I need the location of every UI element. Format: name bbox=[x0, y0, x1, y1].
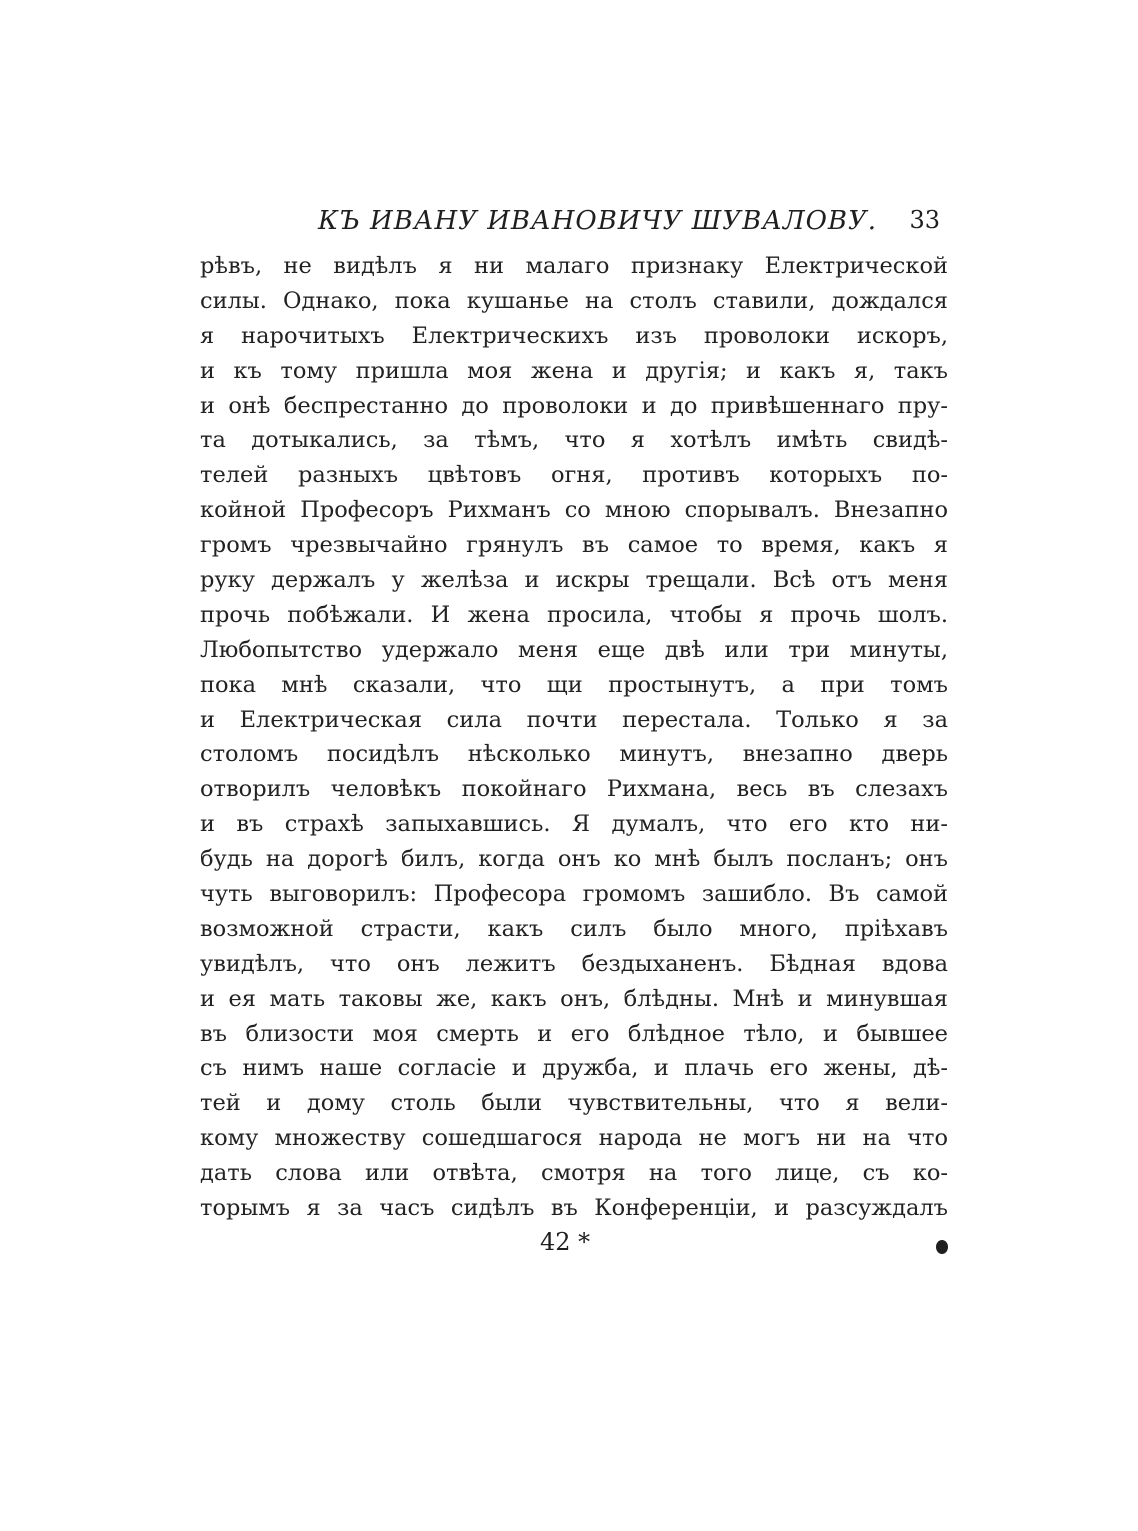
text-line: и къ тому пришла моя жена и другія; и какъ я, такъ bbox=[200, 357, 948, 384]
page-number: 33 bbox=[909, 206, 940, 234]
text-line: чуть выговорилъ: Професора громомъ зашибло. Въ самой bbox=[200, 881, 948, 908]
text-line: громъ чрезвычайно грянулъ въ самое то время, какъ я bbox=[200, 532, 948, 559]
running-title: КЪ ИВАНУ ИВАНОВИЧУ ШУВАЛОВУ. bbox=[318, 206, 878, 236]
text-line: койной Професоръ Рихманъ со мною спорывалъ. Внезапно bbox=[200, 497, 948, 524]
text-line: отворилъ человѣкъ покойнаго Рихмана, весь въ слезахъ bbox=[200, 776, 948, 803]
signature-mark: 42 * bbox=[540, 1228, 591, 1256]
text-line: и въ страхѣ запыхавшись. Я думалъ, что его кто ни- bbox=[200, 811, 948, 838]
text-line: дать слова или отвѣта, смотря на того лице, съ ко- bbox=[200, 1160, 948, 1187]
text-line: и ея мать таковы же, какъ онъ, блѣдны. Мнѣ и минувшая bbox=[200, 985, 948, 1012]
text-line: будь на дорогѣ билъ, когда онъ ко мнѣ былъ посланъ; онъ bbox=[200, 846, 948, 873]
page-header bbox=[200, 206, 940, 250]
text-line: я нарочитыхъ Електрическихъ изъ проволоки искоръ, bbox=[200, 322, 948, 349]
text-line: пока мнѣ сказали, что щи простынутъ, а при томъ bbox=[200, 671, 948, 698]
text-line: и онѣ беспрестанно до проволоки и до привѣшеннаго пру- bbox=[200, 392, 948, 419]
text-line: прочь побѣжали. И жена просила, чтобы я прочь шолъ. bbox=[200, 601, 948, 628]
text-line: телей разныхъ цвѣтовъ огня, противъ которыхъ по- bbox=[200, 462, 948, 489]
text-line: руку держалъ у желѣза и искры трещали. Всѣ отъ меня bbox=[200, 567, 948, 594]
page-footer bbox=[200, 1228, 948, 1268]
text-line: увидѣлъ, что онъ лежитъ бездыханенъ. Бѣдная вдова bbox=[200, 950, 948, 977]
text-line: возможной страсти, какъ силъ было много, пріѣхавъ bbox=[200, 915, 948, 942]
text-line: рѣвъ, не видѣлъ я ни малаго признаку Електрической bbox=[200, 253, 948, 279]
text-line: силы. Однако, пока кушанье на столъ ставили, дождался bbox=[200, 287, 948, 314]
text-line: торымъ я за часъ сидѣлъ въ Конференціи, и разсуждалъ bbox=[200, 1195, 948, 1222]
body-text bbox=[200, 249, 948, 1226]
text-line: та дотыкались, за тѣмъ, что я хотѣлъ имѣть свидѣ- bbox=[200, 427, 948, 454]
text-line: въ близости моя смерть и его блѣдное тѣло, и бывшее bbox=[200, 1020, 948, 1047]
text-line: и Електрическая сила почти перестала. Только я за bbox=[200, 706, 948, 733]
text-line: тей и дому столь были чувствительны, что я вели- bbox=[200, 1090, 948, 1117]
text-line: Любопытство удержало меня еще двѣ или три минуты, bbox=[200, 636, 948, 663]
ink-dot-icon bbox=[936, 1240, 948, 1254]
text-line: съ нимъ наше согласіе и дружба, и плачь его жены, дѣ- bbox=[200, 1055, 948, 1082]
text-line: столомъ посидѣлъ нѣсколько минутъ, внезапно дверь bbox=[200, 741, 948, 768]
text-line: кому множеству сошедшагося народа не могъ ни на что bbox=[200, 1125, 948, 1152]
